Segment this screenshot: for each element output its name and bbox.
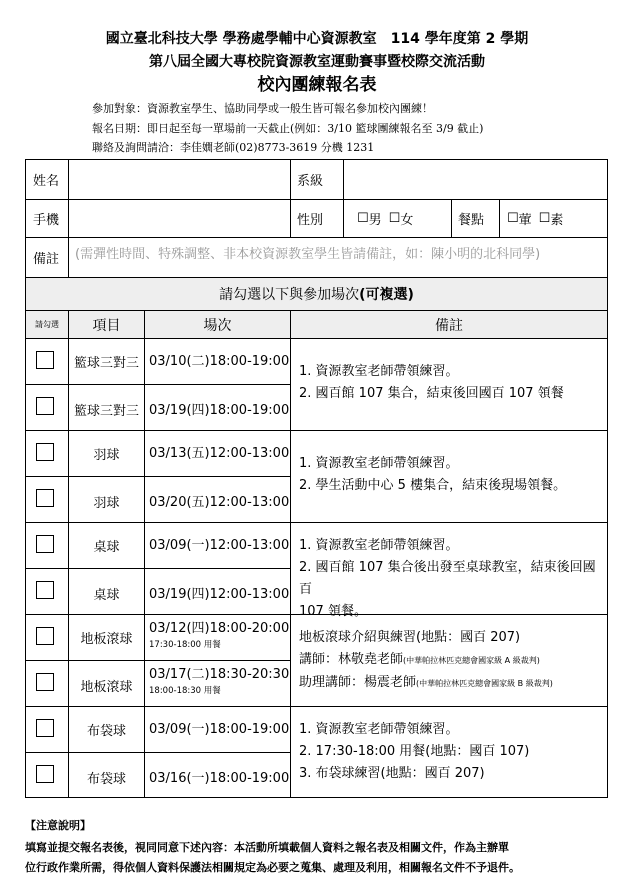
session-time: 03/09(一)18:00-19:00 xyxy=(149,722,290,737)
session-time: 03/17(二)18:30-20:30 xyxy=(149,667,290,682)
note-line: 2. 國百館 107 集合後出發至桌球教室，結束後回國百 xyxy=(299,560,596,597)
gender-female-label: 女 xyxy=(400,213,414,228)
gender-options xyxy=(357,200,451,237)
session-item: 地板滾球 xyxy=(80,632,133,647)
dept-label: 系級 xyxy=(297,174,324,189)
session-meal-time: 17:30-18:00 用餐 xyxy=(149,640,221,650)
note-line: 地板滾球介紹與練習(地點：國百 207) xyxy=(299,630,521,645)
session-item: 布袋球 xyxy=(86,724,126,739)
session-checkbox[interactable] xyxy=(36,673,54,691)
col-item-header: 項目 xyxy=(92,317,121,334)
remark-field[interactable]: (需彈性時間、特殊調整、非本校資源教室學生皆請備註，如：陳小明的北科同學) xyxy=(75,247,541,262)
note-tabletennis xyxy=(291,535,607,623)
session-checkbox[interactable] xyxy=(36,351,54,369)
col-note-header: 備註 xyxy=(435,317,463,334)
session-item: 羽球 xyxy=(93,496,120,511)
meal-label: 餐點 xyxy=(458,213,485,228)
note-line: 1. 資源教室老師帶領練習。 xyxy=(299,722,459,737)
session-item: 布袋球 xyxy=(86,771,126,787)
session-checkbox[interactable] xyxy=(36,443,54,461)
phone-field[interactable] xyxy=(69,200,290,237)
note-line: 1. 資源教室老師帶領練習。 xyxy=(299,364,459,379)
form-title: 校內團練報名表 xyxy=(257,75,377,95)
notice-text-2: 位行政作業所需，得依個人資料保護法相關規定為必要之蒐集、處理及利用，相關報名文件不予退件。 xyxy=(25,861,520,874)
session-checkbox[interactable] xyxy=(36,397,54,415)
session-item: 籃球三對三 xyxy=(73,404,139,419)
session-time: 03/10(二)18:00-19:00 xyxy=(149,354,290,369)
meal-veg-checkbox[interactable]: ☐ xyxy=(538,211,551,226)
session-item: 桌球 xyxy=(93,540,120,555)
session-checkbox[interactable] xyxy=(36,535,54,553)
session-banner-bold: (可複選) xyxy=(359,287,414,303)
session-item: 籃球三對三 xyxy=(73,356,139,371)
session-item: 羽球 xyxy=(93,448,120,463)
remark-label: 備註 xyxy=(33,252,60,267)
boccia-assistant-title: (中華帕拉林匹克總會國家級 B 級裁判) xyxy=(416,679,553,688)
session-banner-text: 請勾選以下與參加場次 xyxy=(219,287,360,303)
session-time: 03/19(四)18:00-19:00 xyxy=(149,403,290,418)
gender-female-checkbox[interactable]: ☐ xyxy=(388,211,401,226)
meal-meat-label: 葷 xyxy=(518,213,532,228)
boccia-instructor-title: (中華帕拉林匹克總會國家級 A 級裁判) xyxy=(403,656,540,665)
phone-label: 手機 xyxy=(33,213,60,228)
col-session-header: 場次 xyxy=(203,317,232,334)
note-line: 2. 國百館 107 集合，結束後回國百 107 領餐 xyxy=(299,386,564,401)
session-time-block xyxy=(145,661,290,706)
note-line xyxy=(299,649,607,672)
registration-table xyxy=(25,159,608,798)
note-basketball xyxy=(291,361,607,405)
session-time: 03/13(五)12:00-13:00 xyxy=(149,446,290,461)
session-item: 地板滾球 xyxy=(80,680,133,695)
meal-veg-label: 素 xyxy=(550,213,564,228)
session-meal-time: 18:00-18:30 用餐 xyxy=(149,686,221,696)
notice-title: 【注意說明】 xyxy=(25,819,91,832)
note-badminton xyxy=(291,453,607,497)
boccia-assistant: 助理講師：楊震老師 xyxy=(299,675,417,690)
note-line: 3. 布袋球練習(地點：國百 207) xyxy=(299,766,485,781)
name-label: 姓名 xyxy=(33,174,60,189)
session-time: 03/16(一)18:00-19:00 xyxy=(149,771,290,786)
session-checkbox[interactable] xyxy=(36,489,54,507)
note-line: 1. 資源教室老師帶領練習。 xyxy=(299,538,459,553)
session-checkbox[interactable] xyxy=(36,765,54,783)
gender-male-label: 男 xyxy=(368,213,382,228)
session-checkbox[interactable] xyxy=(36,581,54,599)
note-line: 2. 學生活動中心 5 樓集合，結束後現場領餐。 xyxy=(299,478,567,493)
gender-male-checkbox[interactable]: ☐ xyxy=(357,211,369,226)
note-line: 2. 17:30-18:00 用餐(地點：國百 107) xyxy=(299,744,530,759)
registration-dates-info: 報名日期：即日起至每一單場前一天截止(例如：3/10 籃球團練報名至 3/9 截止) xyxy=(92,122,484,135)
session-time: 03/12(四)18:00-20:00 xyxy=(149,621,290,636)
note-line: 1. 資源教室老師帶領練習。 xyxy=(299,456,459,471)
note-line xyxy=(299,672,607,695)
dept-field[interactable] xyxy=(344,160,607,199)
note-boccia xyxy=(291,627,607,695)
header-line-1: 國立臺北科技大學 學務處學輔中心資源教室 114 學年度第 2 學期 xyxy=(105,31,529,47)
meal-meat-checkbox[interactable]: ☐ xyxy=(507,211,519,226)
gender-label: 性別 xyxy=(297,213,324,228)
session-item: 桌球 xyxy=(93,588,120,603)
boccia-instructor: 講師：林敬堯老師 xyxy=(299,652,404,667)
participants-info: 參加對象：資源教室學生、協助同學或一般生皆可報名參加校內團練！ xyxy=(92,102,433,115)
note-line: 107 領餐。 xyxy=(299,604,367,619)
session-checkbox[interactable] xyxy=(36,719,54,737)
session-time: 03/19(四)12:00-13:00 xyxy=(149,587,290,602)
meal-options xyxy=(507,200,607,237)
session-banner xyxy=(26,278,607,310)
session-time: 03/20(五)12:00-13:00 xyxy=(149,495,290,510)
session-time: 03/09(一)12:00-13:00 xyxy=(149,538,290,553)
notice-text-1: 填寫並提交報名表後，視同同意下述內容：本活動所填載個人資料之報名表及相關文件，作為主辦單 xyxy=(25,841,509,854)
header-line-2: 第八屆全國大專校院資源教室運動賽事暨校際交流活動 xyxy=(149,54,485,70)
session-time-block xyxy=(145,615,290,660)
contact-info: 聯絡及詢問請洽：李佳嫺老師(02)8773-3619 分機 1231 xyxy=(92,141,375,154)
col-check-header: 請勾選 xyxy=(35,320,59,329)
note-sackball xyxy=(291,719,607,785)
session-checkbox[interactable] xyxy=(36,627,54,645)
name-field[interactable] xyxy=(69,160,290,199)
